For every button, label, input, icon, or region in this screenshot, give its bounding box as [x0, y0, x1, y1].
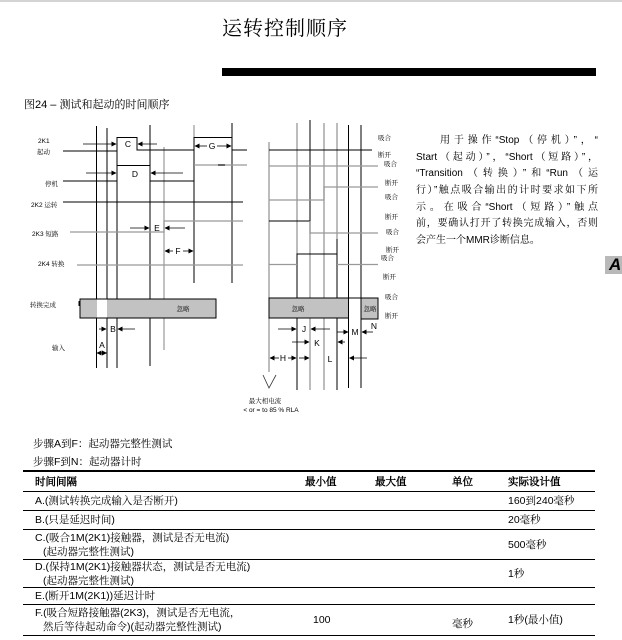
right-state-labels [378, 133, 400, 320]
max-current-note: 最大相电流 [248, 398, 282, 405]
interval-cell: A.(测试转换完成输入是否断开) [35, 495, 178, 507]
description-line: 行）”触点吸合输出的计时要求如下所 [416, 185, 598, 197]
down-arrow-icon [263, 375, 276, 388]
header-max: 最大值 [375, 475, 407, 488]
state-label: 断开 [378, 152, 391, 159]
header-unit: 单位 [452, 475, 473, 488]
interval-d-label: D [131, 169, 139, 179]
state-label: 吸合 [381, 255, 394, 262]
state-label: 断开 [385, 313, 398, 320]
actual-cell: 160到240毫秒 [508, 495, 575, 507]
table-row [23, 492, 595, 511]
interval-cell [35, 530, 229, 559]
interval-cell-line: F.(吸合短路接触器(2K3)，测试是否无电流， [35, 607, 241, 619]
table-row [23, 511, 595, 530]
interval-h-label: H [279, 353, 287, 363]
rla-note: < or = to 85 % RLA [243, 407, 299, 414]
state-label: 吸合 [385, 194, 398, 201]
step-notes [33, 437, 172, 472]
unit-cell: 毫秒 [452, 618, 473, 630]
interval-f-label: F [175, 246, 181, 256]
interval-cell: B.(只是延迟时间) [35, 514, 115, 526]
description-line: 会产生一个MMR诊断信息。 [416, 235, 540, 247]
table-row [23, 560, 595, 588]
timing-table [23, 470, 595, 636]
interval-cell-line: D.(保持1M(2K1)接触器状态，测试是否无电流) [35, 560, 251, 573]
state-label: 断开 [386, 247, 399, 254]
interval-cell [35, 560, 250, 587]
label-ignore-right-bar-2: 忽略 [363, 306, 377, 313]
label-2k2-run: 2K2 运转 [31, 202, 58, 209]
interval-cell-line: 然后等待起动命令)(起动器完整性测试) [43, 621, 222, 633]
label-transition-complete: 转换完成 [30, 302, 56, 309]
label-input: 输入 [52, 345, 65, 352]
table-row [23, 605, 595, 636]
description-line: 前，要确认打开了转换完成输入，否则 [416, 218, 598, 230]
description-line: “Transition（转换）”和“Run（运 [416, 168, 598, 180]
state-label: 吸合 [386, 229, 399, 236]
section-thumb-letter: A [609, 256, 622, 274]
label-ignore-left-bar: 忽略 [176, 306, 190, 313]
description-line: 用于操作“Stop（停机）”，“ [440, 135, 598, 146]
state-label: 断开 [383, 274, 396, 281]
right-ignore-bar-1 [269, 298, 349, 318]
actual-cell: 1秒 [508, 567, 525, 580]
interval-cell-line: (起动器完整性测试) [43, 574, 134, 587]
label-2k1: 2K1 [38, 138, 50, 145]
interval-c-label: C [124, 139, 132, 149]
header-min: 最小值 [305, 475, 337, 488]
actual-cell: 1秒(最小值) [508, 614, 563, 626]
actual-cell: 20毫秒 [508, 514, 541, 526]
left-interval-arrows [83, 139, 231, 353]
description-paragraph [416, 133, 598, 250]
right-waveform-4b [310, 221, 378, 233]
table-header-row [23, 472, 595, 492]
interval-cell: E.(断开1M(2K1))延迟计时 [35, 590, 156, 602]
description-line: 示。在吸合“Short（短路）”触点 [416, 201, 598, 213]
label-ignore-right-bar-1: 忽略 [291, 306, 305, 313]
table-row [23, 530, 595, 560]
header-actual: 实际设计值 [508, 475, 561, 488]
min-cell: 100 [313, 614, 331, 626]
right-waveform-5a [297, 254, 337, 264]
transition-complete-gap [97, 300, 107, 318]
label-stop: 停机 [45, 181, 58, 188]
label-2k4-transition: 2K4 转换 [38, 261, 65, 268]
interval-b-label: B [110, 324, 116, 334]
description-line: Start（起动）”，“Short（短路）”， [416, 151, 598, 163]
right-timing-verticals [269, 120, 361, 390]
right-waveform-3 [269, 187, 378, 200]
label-2k3-short: 2K3 短路 [32, 231, 59, 238]
state-label: 吸合 [378, 135, 391, 142]
actual-cell: 500毫秒 [508, 538, 547, 551]
label-start: 起动 [37, 149, 50, 156]
figure-caption: 图24 – 测试和起动的时间顺序 [24, 99, 170, 111]
table-row [23, 588, 595, 605]
interval-n-label: N [370, 321, 378, 331]
interval-j-label: J [301, 324, 307, 334]
state-label: 断开 [385, 180, 398, 187]
page-title: 运转控制顺序 [222, 18, 348, 40]
state-label: 吸合 [385, 294, 398, 301]
interval-cell-line: (起动器完整性测试) [43, 545, 134, 558]
interval-l-label: L [327, 354, 333, 364]
left-timing-verticals [97, 123, 233, 368]
interval-a-label: A [99, 340, 105, 350]
interval-m-label: M [351, 327, 359, 337]
interval-cell [35, 605, 240, 635]
interval-k-label: K [314, 338, 320, 348]
state-label: 断开 [385, 214, 398, 221]
left-signal-labels [30, 138, 190, 352]
interval-e-label: E [154, 223, 160, 233]
step-note-a-to-f: 步骤A到F：起动器完整性测试 [33, 438, 173, 450]
step-note-f-to-n: 步骤F到N：起动器计时 [33, 455, 142, 468]
state-label: 吸合 [384, 161, 397, 168]
interval-g-label: G [208, 141, 216, 151]
header-interval: 时间间隔 [35, 475, 77, 488]
interval-cell-line: C.(吸合1M(2K1)接触器，测试是否无电流) [35, 531, 230, 544]
